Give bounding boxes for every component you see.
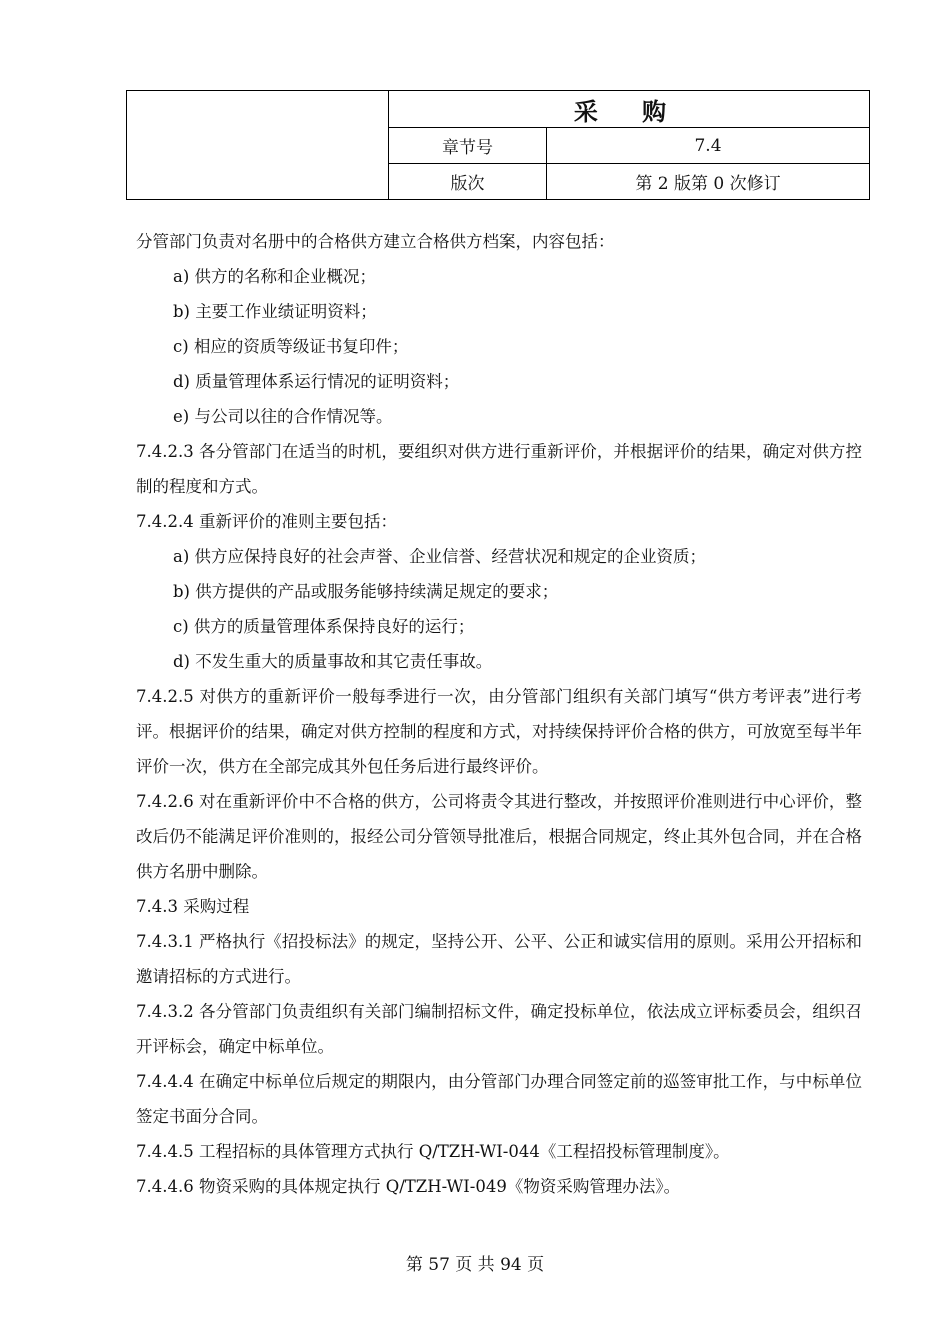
paragraph: 7.4.4.4 在确定中标单位后规定的期限内，由分管部门办理合同签定前的巡签审批工作，与中标单位签定书面分合同。 — [136, 1072, 862, 1126]
paragraph: 7.4.3.1 严格执行《招投标法》的规定，坚持公开、公平、公正和诚实信用的原则。采用公开招标和邀请招标的方式进行。 — [136, 932, 862, 986]
document-body — [136, 224, 862, 1204]
paragraph: 7.4.4.6 物资采购的具体规定执行 Q/TZH-WI-049《物资采购管理办法》。 — [136, 1177, 681, 1196]
page-footer: 第 57 页 共 94 页 — [405, 1255, 545, 1275]
paragraph: 7.4.2.6 对在重新评价中不合格的供方，公司将责令其进行整改，并按照评价准则进行中心评价，整改后仍不能满足评价准则的，报经公司分管领导批准后，根据合同规定，终止其外包合同，并在合格供方名册中删除。 — [136, 792, 862, 881]
paragraph: 7.4.2.3 各分管部门在适当的时机，要组织对供方进行重新评价，并根据评价的结果，确定对供方控制的程度和方式。 — [136, 442, 862, 496]
list-item: e) 与公司以往的合作情况等。 — [173, 407, 393, 426]
paragraph: 7.4.2.4 重新评价的准则主要包括： — [136, 512, 397, 531]
list-item: b) 主要工作业绩证明资料； — [173, 302, 377, 321]
paragraph: 分管部门负责对名册中的合格供方建立合格供方档案，内容包括： — [136, 232, 615, 251]
list-item: c) 相应的资质等级证书复印件； — [173, 337, 409, 356]
edition-value: 第 2 版第 0 次修订 — [547, 164, 870, 200]
paragraph: 7.4.3 采购过程 — [136, 897, 250, 916]
list-item: a) 供方应保持良好的社会声誉、企业信誉、经营状况和规定的企业资质； — [173, 547, 707, 566]
paragraph: 7.4.4.5 工程招标的具体管理方式执行 Q/TZH-WI-044《工程招投标管理制度》。 — [136, 1142, 730, 1161]
chapter-value: 7.4 — [547, 128, 870, 164]
paragraph: 7.4.3.2 各分管部门负责组织有关部门编制招标文件，确定投标单位，依法成立评标委员会，组织召开评标会，确定中标单位。 — [136, 1002, 862, 1056]
list-item: a) 供方的名称和企业概况； — [173, 267, 377, 286]
list-item: d) 不发生重大的质量事故和其它责任事故。 — [173, 652, 493, 671]
logo-cell — [127, 91, 389, 200]
edition-label: 版次 — [389, 164, 547, 200]
list-item: d) 质量管理体系运行情况的证明资料； — [173, 372, 460, 391]
list-item: b) 供方提供的产品或服务能够持续满足规定的要求； — [173, 582, 559, 601]
document-header-table — [126, 90, 870, 200]
section-title: 采 购 — [389, 91, 870, 128]
chapter-label: 章节号 — [389, 128, 547, 164]
paragraph: 7.4.2.5 对供方的重新评价一般每季进行一次，由分管部门组织有关部门填写“供方考评表”进行考评。根据评价的结果，确定对供方控制的程度和方式，对持续保持评价合格的供方，可放宽至每半年评价一次，供方在全部完成其外包任务后进行最终评价。 — [136, 687, 862, 776]
list-item: c) 供方的质量管理体系保持良好的运行； — [173, 617, 475, 636]
